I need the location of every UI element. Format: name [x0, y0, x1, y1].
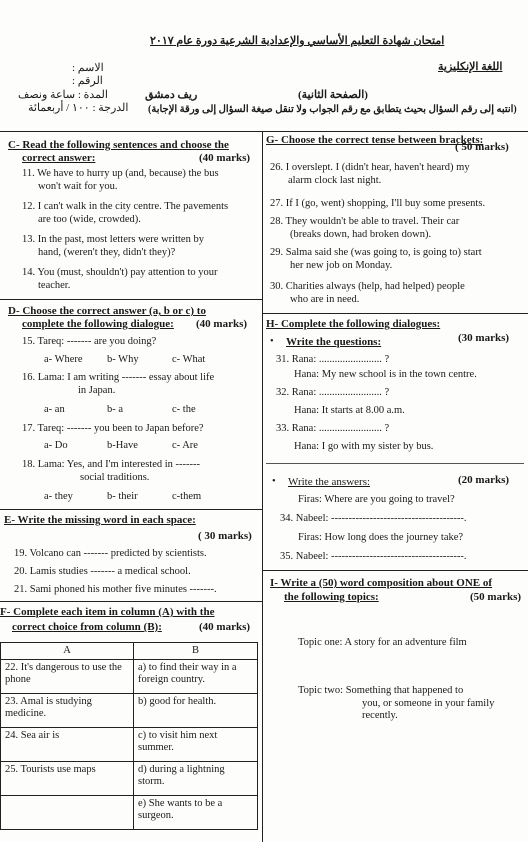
question-26: 26. I overslept. I (didn't hear, haven't heard) my alarm clock last night. — [270, 162, 470, 186]
divider-h-i — [262, 570, 528, 571]
section-i-marks: (50 marks) — [470, 591, 522, 603]
question-12: 12. I can't walk in the city centre. The pavements are too (wide, crowded). — [22, 201, 229, 225]
section-f-title-line1: F- Complete each item in column (A) with the — [0, 606, 215, 618]
question-18: 18. Lama: Yes, and I'm interested in ------- social traditions. — [22, 459, 201, 483]
question-32: 32. Rana: ........................ ? — [276, 387, 390, 398]
section-g-title: G- Choose the correct tense between brackets: — [266, 134, 484, 146]
section-c-marks: (40 marks) — [199, 152, 251, 164]
section-e-marks: ( 30 marks) — [198, 530, 252, 542]
column-divider — [262, 131, 263, 842]
region-label: ريف دمشق — [145, 89, 198, 101]
duration-label: المدة : ساعة ونصف — [18, 89, 108, 101]
answer-33: Hana: I go with my sister by bus. — [294, 441, 434, 452]
question-14: 14. You (must, shouldn't) pay attention to your teacher. — [22, 267, 218, 291]
q16-option-b: b- a — [107, 404, 124, 415]
section-h-subtitle: Write the questions: — [286, 336, 382, 348]
question-30: 30. Charities always (help, had helped) people who are in need. — [270, 281, 465, 305]
section-d-marks: (40 marks) — [196, 318, 248, 330]
dashed-separator — [266, 463, 524, 464]
exam-title: امتحان شهادة التعليم الأساسي والإعدادية الشرعية دورة عام ٢٠١٧ — [150, 35, 445, 47]
divider-e-f — [0, 601, 262, 602]
question-31: 31. Rana: ........................ ? — [276, 354, 390, 365]
question-33: 33. Rana: ........................ ? — [276, 423, 390, 434]
q16-option-c: c- the — [172, 404, 196, 415]
section-i-title-line2: the following topics: — [284, 591, 379, 603]
answer-31: Hana: My new school is in the town centre. — [294, 369, 477, 380]
item-25: 25. Tourists use maps — [1, 762, 134, 796]
section-d-title-line1: D- Choose the correct answer (a, b or c) to — [8, 305, 206, 317]
question-29: 29. Salma said she (was going to, is going to) start her new job on Monday. — [270, 247, 482, 271]
section-h-marks-2: (20 marks) — [458, 474, 510, 486]
question-35: 35. Nabeel: --------------------------------------. — [280, 551, 467, 562]
question-17: 17. Tareq: ------- you been to Japan before? — [22, 423, 204, 434]
choice-d: d) during a lightning storm. — [134, 762, 258, 796]
section-f-marks: (40 marks) — [199, 621, 251, 633]
divider-c-d — [0, 299, 262, 300]
table-row — [1, 660, 258, 694]
question-34: 34. Nabeel: --------------------------------------. — [280, 513, 467, 524]
topic-two: Topic two: Something that happened to you, or someone in your family recently. — [298, 685, 495, 721]
section-c-title-line1: C- Read the following sentences and choose the — [8, 139, 229, 151]
q15-option-b: b- Why — [107, 354, 139, 365]
question-13: 13. In the past, most letters were written by hand, (weren't they, didn't they)? — [22, 234, 204, 258]
question-15: 15. Tareq: ------- are you doing? — [22, 336, 157, 347]
prompt-34: Firas: Where are you going to travel? — [298, 494, 455, 505]
section-f-title-line2: correct choice from column (B): — [12, 621, 162, 633]
matching-table — [0, 642, 258, 830]
q17-option-a: a- Do — [44, 440, 68, 451]
topic-one-text: A story for an adventure film — [344, 637, 467, 648]
name-label: الاسم : — [72, 62, 104, 74]
item-empty — [1, 796, 134, 830]
table-header-row — [1, 643, 258, 660]
subject-label: اللغة الإنكليزية — [438, 61, 503, 73]
column-b-header: B — [134, 643, 258, 660]
table-row — [1, 694, 258, 728]
section-i-title-line1: I- Write a (50) word composition about ONE of — [270, 577, 493, 589]
number-label: الرقم : — [72, 75, 103, 87]
bullet-icon: • — [270, 336, 274, 347]
q15-option-a: a- Where — [44, 354, 83, 365]
q18-option-b: b- their — [107, 491, 138, 502]
question-16: 16. Lama: I am writing ------- essay about life in Japan. — [22, 372, 215, 396]
score-label: الدرجة : ١٠٠ / أربعمائة — [28, 102, 129, 114]
q18-option-a: a- they — [44, 491, 73, 502]
topic-one-label: Topic one: — [298, 637, 343, 648]
table-row — [1, 762, 258, 796]
page-label: (الصفحة الثانية) — [298, 89, 368, 101]
topic-one — [298, 637, 467, 650]
choice-a: a) to find their way in a foreign country. — [134, 660, 258, 694]
section-c-title-line2: correct answer: — [22, 152, 96, 164]
divider-d-e — [0, 509, 262, 510]
header-divider — [0, 131, 528, 132]
table-row — [1, 728, 258, 762]
q18-option-c: c-them — [172, 491, 202, 502]
question-21: 21. Sami phoned his mother five minutes -------. — [14, 584, 217, 595]
choice-b: b) good for health. — [134, 694, 258, 728]
section-g-marks: ( 50 marks) — [455, 141, 509, 153]
prompt-35: Firas: How long does the journey take? — [298, 532, 464, 543]
question-28: 28. They wouldn't be able to travel. Their car (breaks down, had broken down). — [270, 216, 460, 240]
item-24: 24. Sea air is — [1, 728, 134, 762]
topic-two-label: Topic two: — [298, 685, 344, 696]
question-11: 11. We have to hurry up (and, because) the bus won't wait for you. — [22, 168, 219, 192]
q16-option-a: a- an — [44, 404, 65, 415]
q17-option-c: c- Are — [172, 440, 198, 451]
q17-option-b: b-Have — [107, 440, 138, 451]
instruction-text: (انتبه إلى رقم السؤال بحيث يتطابق مع رقم الجواب ولا تنقل صيغة السؤال إلى ورقة الإجابة) — [148, 104, 517, 115]
bullet-icon: • — [272, 476, 276, 487]
divider-g-h — [262, 313, 528, 314]
answer-32: Hana: It starts at 8.00 a.m. — [294, 405, 405, 416]
column-a-header: A — [1, 643, 134, 660]
item-23: 23. Amal is studying medicine. — [1, 694, 134, 728]
choice-e: e) She wants to be a surgeon. — [134, 796, 258, 830]
section-d-title-line2: complete the following dialogue: — [22, 318, 174, 330]
section-h-subtitle-2: Write the answers: — [288, 476, 371, 488]
table-row — [1, 796, 258, 830]
section-h-marks: (30 marks) — [458, 332, 510, 344]
section-e-title: E- Write the missing word in each space: — [4, 514, 196, 526]
question-27: 27. If I (go, went) shopping, I'll buy some presents. — [270, 198, 486, 209]
choice-c: c) to visit him next summer. — [134, 728, 258, 762]
section-h-title: H- Complete the following dialogues: — [266, 318, 441, 330]
question-19: 19. Volcano can ------- predicted by scientists. — [14, 548, 207, 559]
question-20: 20. Lamis studies ------- a medical school. — [14, 566, 191, 577]
q15-option-c: c- What — [172, 354, 206, 365]
item-22: 22. It's dangerous to use the phone — [1, 660, 134, 694]
